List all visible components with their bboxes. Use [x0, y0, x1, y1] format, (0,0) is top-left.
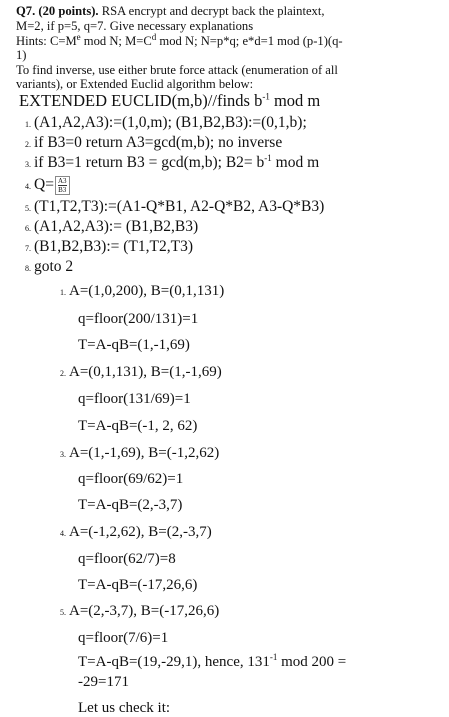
- work-line: T=A-qB=(19,-29,1), hence, $131^{-1}$ mod 200 =: [78, 652, 347, 670]
- question-line-2: M=2, if p=5, q=7. Give necessary explanations: [16, 19, 254, 33]
- algorithm-step: 8. goto 2: [25, 258, 74, 275]
- work-line: T=A-qB=(-1, 2, 62): [78, 418, 198, 434]
- work-line: T=A-qB=(1,-1,69): [78, 337, 190, 353]
- work-line: 4. A=(-1,2,62), B=(2,-3,7): [60, 524, 212, 540]
- work-line: q=floor(7/6)=1: [78, 630, 169, 646]
- work-line: -29=171: [78, 674, 129, 690]
- question-line-1: [16, 4, 325, 18]
- algorithm-step: 2. if B3=0 return A3=gcd(m,b); no inverse: [25, 134, 283, 151]
- algorithm-step: 1. (A1,A2,A3):=(1,0,m); (B1,B2,B3):=(0,1,b);: [25, 114, 307, 131]
- work-line: Let us check it:: [78, 700, 171, 716]
- question-text: RSA encrypt and decrypt back the plaintext,: [98, 4, 325, 18]
- work-line: q=floor(200/131)=1: [78, 311, 199, 327]
- instructions-line-2: variants), or Extended Euclid algorithm below:: [16, 77, 254, 91]
- hints-line: Hints: $C=M^e$ mod N; $M=C^d$ mod N; N=p*q; e*d=1 mod (p-1)(q-: [16, 31, 343, 48]
- floor-fraction: $\frac{A3}{B3}$: [55, 176, 70, 195]
- work-line: q=floor(131/69)=1: [78, 391, 191, 407]
- work-line: q=floor(69/62)=1: [78, 471, 184, 487]
- algorithm-step: 4. $Q=\frac{A3}{B3}$: [20, 176, 70, 195]
- work-line: q=floor(62/7)=8: [78, 551, 176, 567]
- algorithm-title: EXTENDED EUCLID(m,b)//finds $b^{-1}$ mod m: [19, 91, 321, 110]
- work-line: 3. A=(1,-1,69), B=(-1,2,62): [60, 445, 220, 461]
- instructions-line-1: To find inverse, use either brute force attack (enumeration of all: [16, 63, 338, 77]
- hints-line-cont: 1): [16, 48, 27, 62]
- work-line: T=A-qB=(2,-3,7): [78, 497, 183, 513]
- work-line: 5. A=(2,-3,7), B=(-17,26,6): [60, 603, 220, 619]
- work-line: T=A-qB=(-17,26,6): [78, 577, 198, 593]
- question-label: Q7. (20 points).: [16, 4, 99, 18]
- algorithm-step: 6. (A1,A2,A3):= (B1,B2,B3): [25, 218, 199, 235]
- algorithm-step: 3. if B3=1 return B3 = gcd(m,b); $B2= b^{-1}$ mod m: [25, 152, 320, 171]
- work-line: 2. A=(0,1,131), B=(1,-1,69): [60, 364, 222, 380]
- algorithm-step: 7. (B1,B2,B3):= (T1,T2,T3): [25, 238, 193, 255]
- algorithm-step: 5. (T1,T2,T3):=(A1-Q*B1, A2-Q*B2, A3-Q*B3): [25, 198, 325, 215]
- work-line: 1. A=(1,0,200), B=(0,1,131): [60, 283, 225, 299]
